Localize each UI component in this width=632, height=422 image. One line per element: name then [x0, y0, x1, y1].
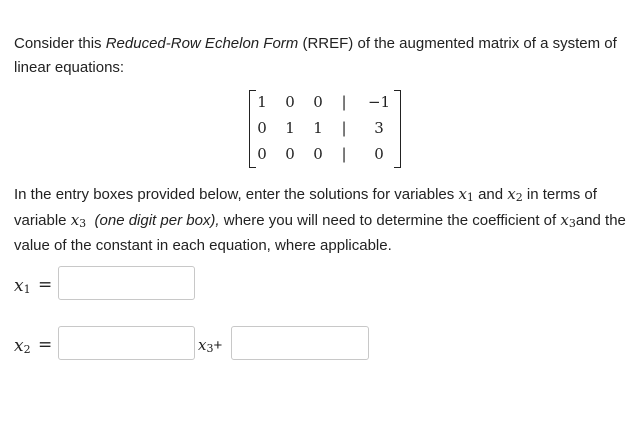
- matrix-cell: 1: [257, 93, 267, 111]
- matrix-cell: 1: [313, 119, 323, 137]
- matrix-cell: 0: [257, 119, 267, 137]
- var-x2: x2: [507, 185, 523, 204]
- x1-label: x1: [14, 276, 31, 296]
- matrix-cell: 0: [257, 145, 267, 163]
- matrix-cell: 0: [285, 93, 295, 111]
- matrix-cell: 0: [374, 145, 384, 163]
- x2-label: x2: [14, 336, 31, 356]
- matrix-row-2: [249, 116, 401, 140]
- var-x1: x1: [458, 185, 474, 204]
- x1-answer-input[interactable]: [58, 266, 195, 300]
- matrix-cell: 0: [285, 145, 295, 163]
- instructions-text: In the entry boxes provided below, enter the solutions for variables x1 and x2 in terms of variable x3 (one digit per box), where you will need to determine the coefficient of x3and the value of the constant in each equation, where applicable.: [14, 185, 626, 254]
- var-x3: x3: [198, 336, 214, 355]
- var-x3: x3: [560, 211, 576, 230]
- x2-constant-input[interactable]: [231, 326, 369, 360]
- matrix-cell: 1: [285, 119, 295, 137]
- problem-intro: Consider this Reduced-Row Echelon Form (RREF) of the augmented matrix of a system of linear equations:: [14, 35, 617, 76]
- matrix-divider: |: [341, 145, 347, 163]
- matrix-divider: |: [341, 93, 347, 111]
- augmented-matrix: [249, 90, 401, 168]
- matrix-cell: 0: [313, 145, 323, 163]
- var-x3: x3: [70, 211, 87, 230]
- matrix-cell: 0: [313, 93, 323, 111]
- matrix-cell: 3: [374, 119, 384, 137]
- x3-plus-term: x3+: [198, 336, 223, 355]
- matrix-row-3: [249, 142, 401, 166]
- matrix-row-1: [249, 90, 401, 114]
- matrix-cell: −1: [367, 93, 391, 111]
- matrix-divider: |: [341, 119, 347, 137]
- x1-equals: =: [38, 275, 53, 295]
- x2-equals: =: [38, 335, 53, 355]
- x2-coefficient-input[interactable]: [58, 326, 195, 360]
